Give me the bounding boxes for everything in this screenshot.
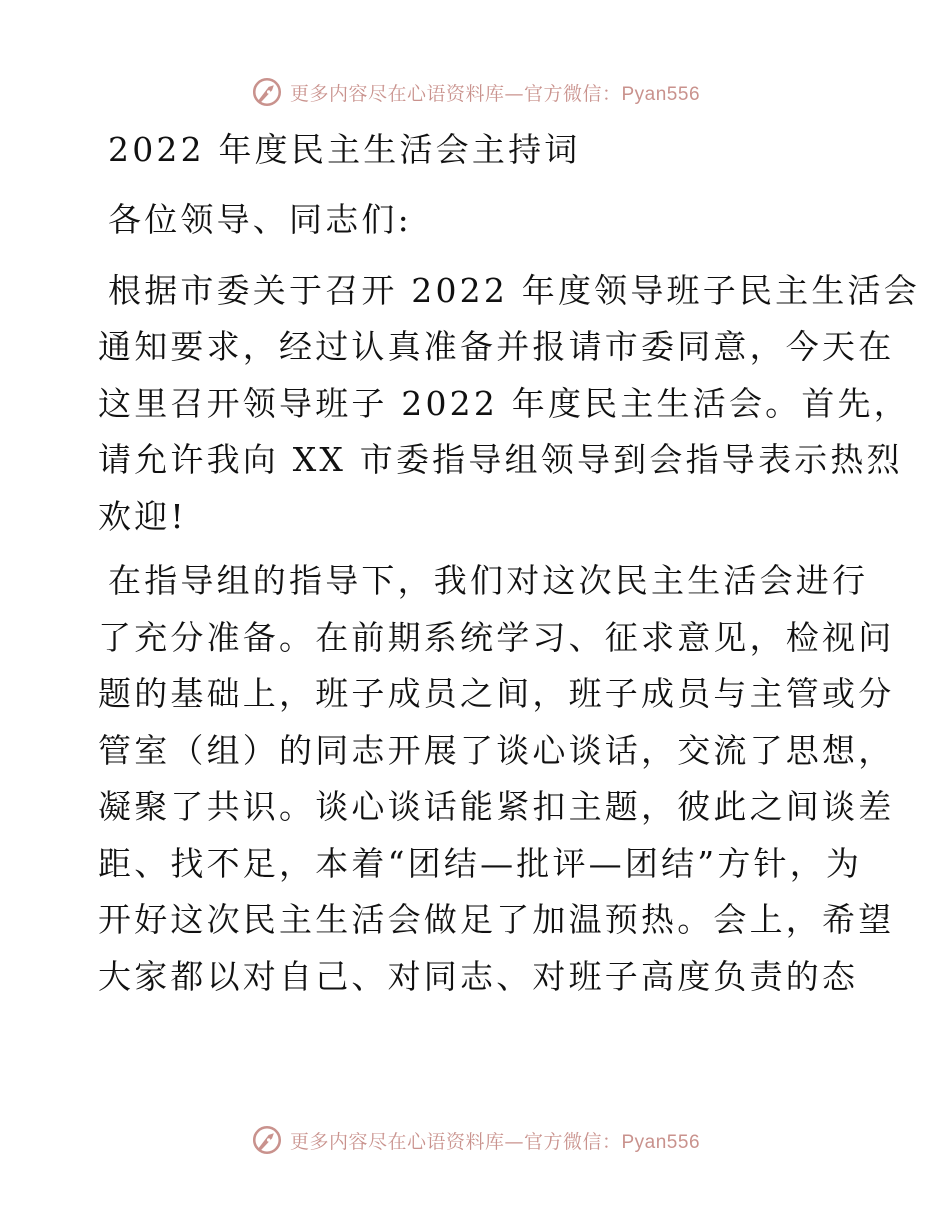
paragraph-line: 这里召开领导班子 2022 年度民主生活会。首先， <box>98 383 910 423</box>
paragraph-line: 请允许我向 XX 市委指导组领导到会指导表示热烈 <box>98 440 903 479</box>
paragraph-line: 管室（组）的同志开展了谈心谈话，交流了思想， <box>98 730 895 770</box>
paragraph-line: 题的基础上，班子成员之间，班子成员与主管或分 <box>98 674 895 713</box>
header-watermark <box>0 72 950 112</box>
paragraph-line: 通知要求，经过认真准备并报请市委同意，今天在 <box>98 327 895 366</box>
pen-nib-logo-icon <box>250 75 284 109</box>
document-body <box>98 122 920 1013</box>
paragraph-2 <box>98 553 895 1005</box>
document-title: 2022 年度民主生活会主持词 <box>108 130 581 169</box>
pen-nib-logo-icon <box>250 1123 284 1157</box>
footer-watermark <box>0 1120 950 1160</box>
watermark-wechat-id: Pyan556 <box>621 83 701 105</box>
watermark-wechat-id: Pyan556 <box>621 1131 701 1153</box>
watermark-text: 更多内容尽在心语资料库—官方微信：Pyan556 <box>289 1130 701 1153</box>
watermark-text: 更多内容尽在心语资料库—官方微信：Pyan556 <box>289 82 701 105</box>
paragraph-1 <box>98 263 920 546</box>
paragraph-line: 根据市委关于召开 2022 年度领导班子民主生活会 <box>108 270 920 310</box>
paragraph-line: 了充分准备。在前期系统学习、征求意见，检视问 <box>98 617 895 657</box>
paragraph-line: 大家都以对自己、对同志、对班子高度负责的态 <box>98 956 859 996</box>
paragraph-line: 在指导组的指导下，我们对这次民主生活会进行 <box>108 561 869 600</box>
paragraph-line: 开好这次民主生活会做足了加温预热。会上，希望 <box>98 900 895 939</box>
paragraph-line: 欢迎! <box>98 496 187 536</box>
paragraph-line: 凝聚了共识。谈心谈话能紧扣主题，彼此之间谈差 <box>98 787 895 826</box>
paragraph-line: 距、找不足，本着“团结—批评—团结”方针，为 <box>98 843 863 883</box>
salutation: 各位领导、同志们: <box>108 200 412 239</box>
